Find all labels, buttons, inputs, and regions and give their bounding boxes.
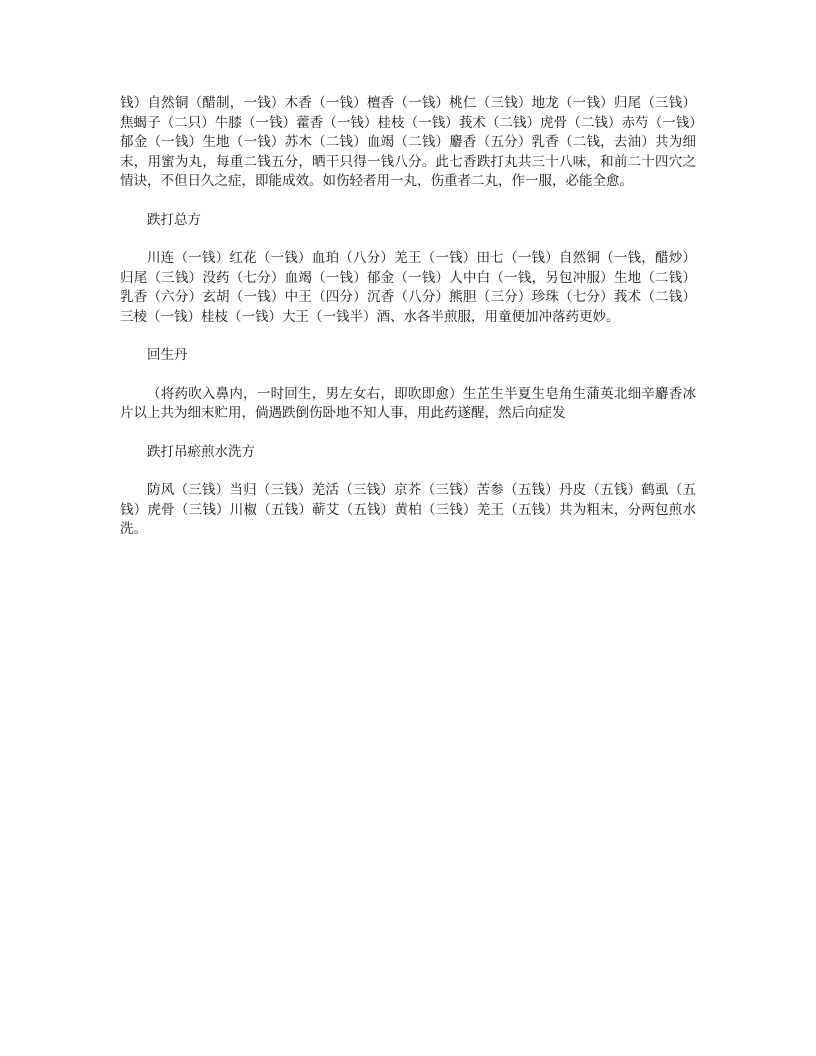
heading-gap bbox=[120, 230, 696, 249]
document-body bbox=[120, 94, 696, 540]
paragraph-dieda-general-formula: 川连（一钱）红花（一钱）血珀（八分）羌王（一钱）田七（一钱）自然铜（一钱，醋炒）归尾（三钱）没药（七分）血竭（一钱）郁金（一钱）人中白（一钱，另包冲服）生地（二钱）乳香（六分）玄胡（一钱）中王（四分）沉香（八分）熊胆（三分）珍珠（七分）莪术（二钱）三棱（一钱）桂枝（一钱）大王（一钱半）酒、水各半煎服，用童便加冲落药更妙。 bbox=[120, 250, 696, 325]
paragraph-gap bbox=[120, 192, 696, 211]
heading-huisheng-dan: 回生丹 bbox=[147, 347, 188, 363]
paragraph-huisheng-dan: （将药吹入鼻内，一时回生，男左女右，即吹即愈）生芷生半夏生皂角生蒲英北细辛麝香冰片以上共为细末贮用，倘遇跌倒伤卧地不知人事，用此药遂醒，然后向症发 bbox=[120, 385, 696, 421]
paragraph-gap bbox=[120, 424, 696, 443]
heading-gap bbox=[120, 366, 696, 385]
paragraph-wash-formula: 防风（三钱）当归（三钱）羌活（三钱）京芥（三钱）苦参（五钱）丹皮（五钱）鹤虱（五钱）虎骨（三钱）川椒（五钱）蕲艾（五钱）黄柏（三钱）羌王（五钱）共为粗末，分两包煎水洗。 bbox=[120, 482, 696, 537]
heading-gap bbox=[120, 462, 696, 481]
heading-wash-formula: 跌打吊瘀煎水洗方 bbox=[147, 443, 255, 460]
paragraph-qixiang-pill-continuation: 钱）自然铜（醋制，一钱）木香（一钱）檀香（一钱）桃仁（三钱）地龙（一钱）归尾（三钱）焦蝎子（二只）牛膝（一钱）藿香（一钱）桂枝（一钱）莪术（二钱）虎骨（二钱）赤芍（一钱）郁金（一钱）生地（一钱）苏木（二钱）血竭（二钱）麝香（五分）乳香（二钱，去油）共为细末，用蜜为丸，每重二钱五分，晒干只得一钱八分。此七香跌打丸共三十八味，和前二十四穴之情诀，不但日久之症，即能成效。如伤轻者用一丸，伤重者二丸，作一服，必能全愈。 bbox=[120, 95, 696, 189]
paragraph-gap bbox=[120, 327, 696, 346]
heading-dieda-general-formula: 跌打总方 bbox=[147, 211, 201, 228]
